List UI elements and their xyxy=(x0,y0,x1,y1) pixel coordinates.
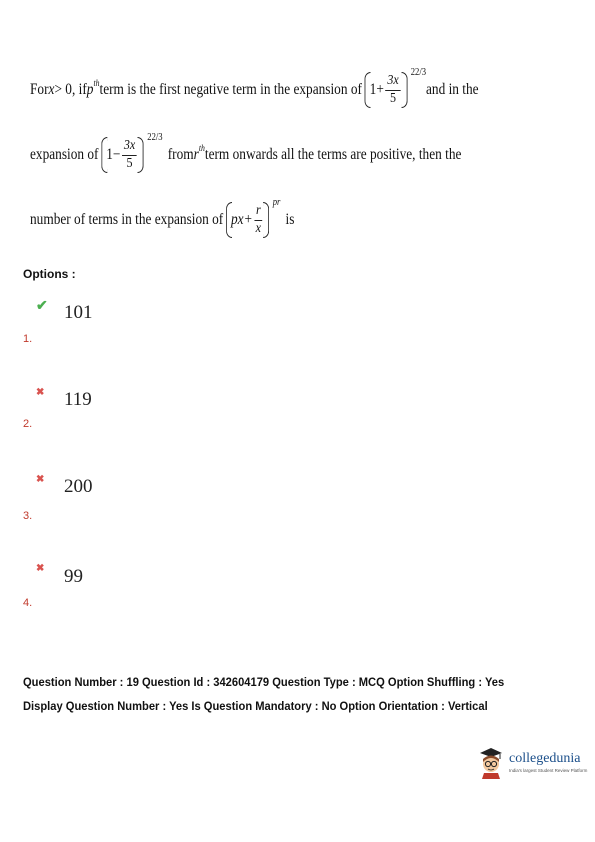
check-icon: ✔ xyxy=(36,297,48,313)
option-number: 4. xyxy=(23,597,33,609)
fraction-numerator: r xyxy=(254,204,262,221)
math-fraction xyxy=(254,204,262,236)
exponent: pr xyxy=(272,196,281,208)
options-label: Options : xyxy=(23,267,76,281)
question-meta-line-2: Display Question Number : Yes Is Question Mandatory : No Option Orientation : Vertical xyxy=(23,701,488,713)
math-fraction xyxy=(122,139,137,171)
math-variable: r xyxy=(193,146,199,164)
superscript: th xyxy=(198,143,205,154)
question-text: is xyxy=(285,211,295,229)
option-number: 1. xyxy=(23,333,33,345)
exponent: 22/3 xyxy=(147,131,163,143)
option-number: 3. xyxy=(23,510,33,522)
question-line-3 xyxy=(30,196,295,236)
superscript: th xyxy=(93,78,100,89)
math-expression xyxy=(101,139,144,171)
question-text: and in the xyxy=(426,81,479,99)
option-value: 101 xyxy=(64,302,93,323)
option-value: 119 xyxy=(64,389,92,410)
fraction-numerator: 3x xyxy=(122,139,137,156)
question-meta-line-1: Question Number : 19 Question Id : 342604179 Question Type : MCQ Option Shuffling : Yes xyxy=(23,677,505,689)
question-text: from xyxy=(167,146,194,164)
question-text: expansion of xyxy=(30,146,99,164)
fraction-denominator: 5 xyxy=(126,155,133,171)
question-text: term is the first negative term in the expansion of xyxy=(99,81,362,99)
question-text: number of terms in the expansion of xyxy=(30,211,224,229)
math-term: 1+ xyxy=(369,81,384,99)
fraction-denominator: 5 xyxy=(389,90,397,106)
cross-icon: ✖ xyxy=(36,387,45,398)
option-value: 200 xyxy=(64,476,93,497)
fraction-denominator: x xyxy=(255,220,262,236)
option-number: 2. xyxy=(23,418,33,430)
mascot-icon xyxy=(476,745,506,779)
math-term: 1− xyxy=(106,146,121,164)
question-text: term onwards all the terms are positive, then the xyxy=(204,146,462,164)
cross-icon: ✖ xyxy=(36,474,45,485)
brand-tagline: India's largest Student Review Platform xyxy=(509,768,588,773)
math-variable: p xyxy=(86,81,94,99)
brand-name: collegedunia xyxy=(509,751,581,766)
collegedunia-logo xyxy=(476,745,587,779)
math-variable: x xyxy=(48,81,55,99)
math-expression xyxy=(226,204,269,236)
exponent: 22/3 xyxy=(410,66,427,78)
question-line-2 xyxy=(30,131,462,171)
question-text: For xyxy=(30,81,49,99)
cross-icon: ✖ xyxy=(36,563,45,574)
math-term: px+ xyxy=(230,211,253,229)
option-value: 99 xyxy=(64,566,83,587)
fraction-numerator: 3x xyxy=(386,74,401,91)
math-fraction xyxy=(386,74,401,106)
question-text: > 0, if xyxy=(54,81,87,99)
math-expression xyxy=(365,74,408,106)
question-line-1 xyxy=(30,66,479,106)
